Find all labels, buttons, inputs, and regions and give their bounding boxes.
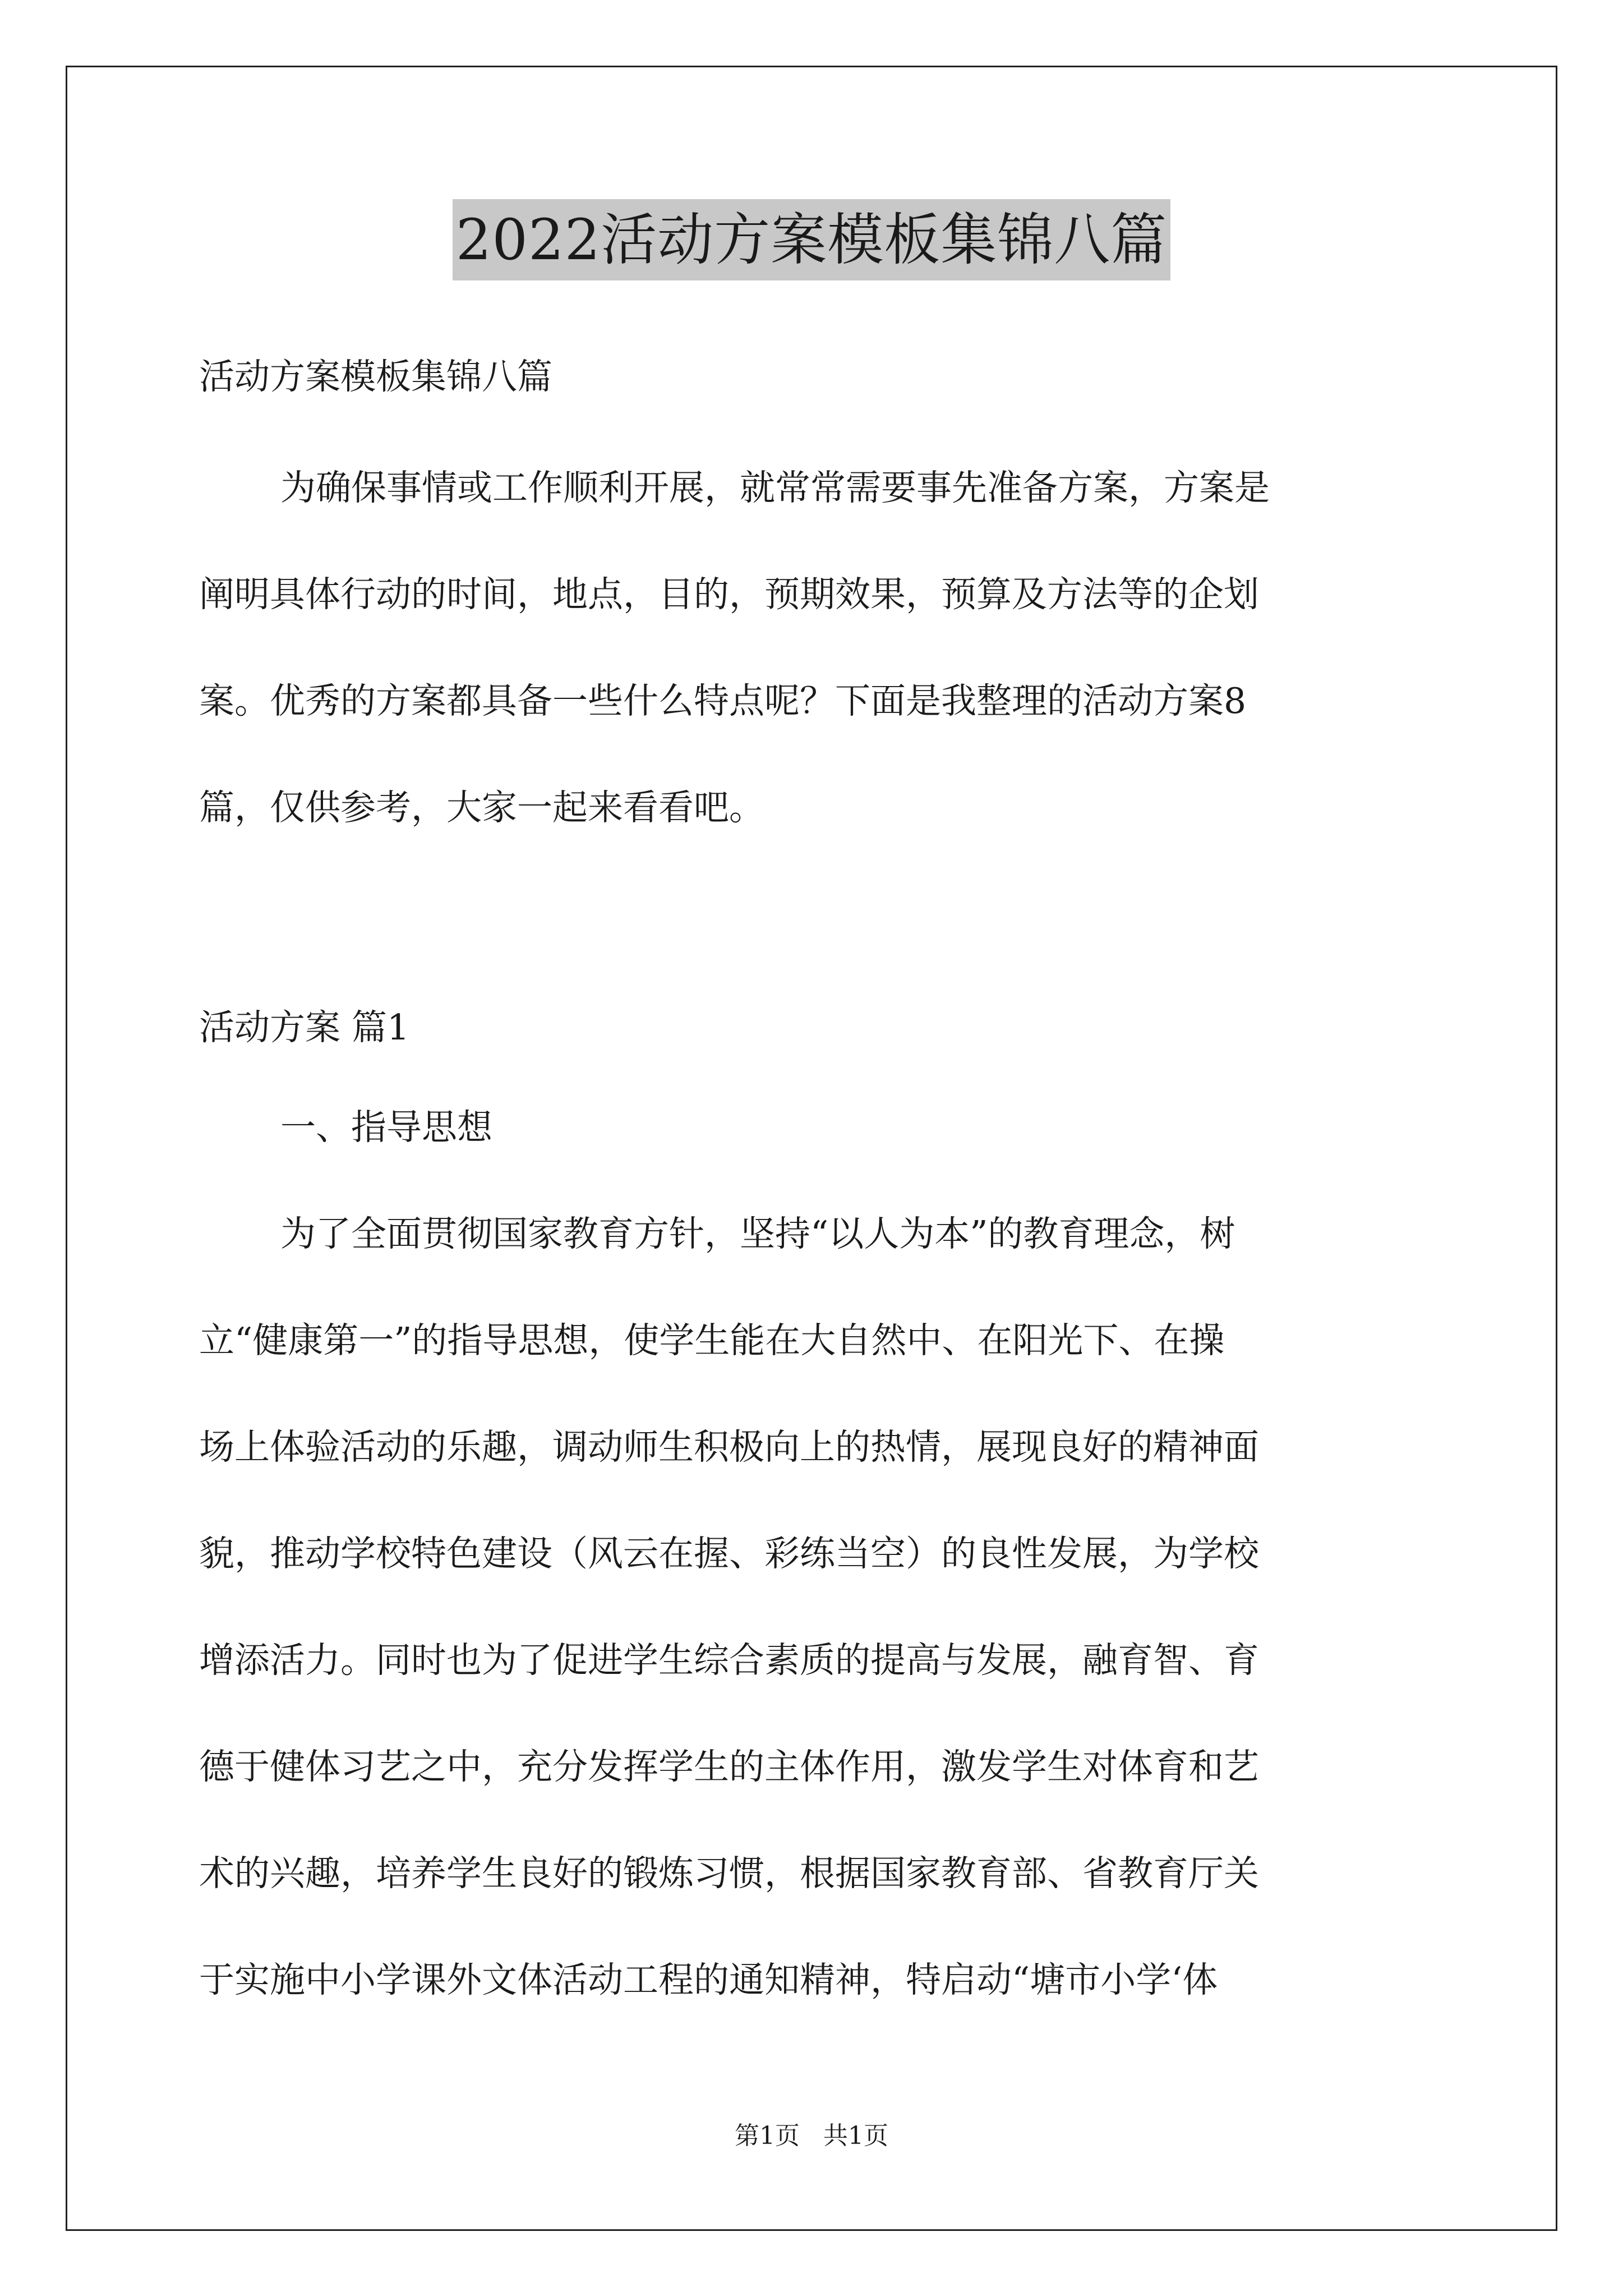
body-line: 术的兴趣，培养学生良好的锻炼习惯，根据国家教育部、省教育厅关: [199, 1853, 1259, 1894]
body-line: 立“健康第一”的指导思想，使学生能在大自然中、在阳光下、在操: [199, 1320, 1225, 1361]
intro-line: 篇，仅供参考，大家一起来看看吧。: [199, 787, 764, 828]
section-heading: 活动方案 篇1: [199, 1007, 410, 1048]
intro-line: 为确保事情或工作顺利开展，就常常需要事先准备方案，方案是: [280, 467, 1270, 508]
title-container: [0, 199, 1623, 280]
document-subtitle: 活动方案模板集锦八篇: [199, 356, 552, 397]
body-line: 貌，推动学校特色建设（风云在握、彩练当空）的良性发展，为学校: [199, 1533, 1259, 1574]
body-line: 场上体验活动的乐趣，调动师生积极向上的热情，展现良好的精神面: [199, 1427, 1259, 1467]
body-line: 于实施中小学课外文体活动工程的通知精神，特启动“塘市小学‘体: [199, 1959, 1218, 2000]
body-line: 增添活力。同时也为了促进学生综合素质的提高与发展，融育智、育: [199, 1640, 1259, 1681]
document-title: 2022活动方案模板集锦八篇: [453, 199, 1171, 280]
intro-line: 案。优秀的方案都具备一些什么特点呢？下面是我整理的活动方案8: [199, 680, 1247, 721]
subheading: 一、指导思想: [280, 1107, 492, 1148]
body-line: 为了全面贯彻国家教育方针，坚持“以人为本”的教育理念，树: [280, 1213, 1235, 1254]
intro-line: 阐明具体行动的时间，地点，目的，预期效果，预算及方法等的企划: [199, 574, 1259, 615]
body-line: 德于健体习艺之中，充分发挥学生的主体作用，激发学生对体育和艺: [199, 1746, 1259, 1787]
page-number-footer: 第1页 共1页: [735, 2122, 888, 2150]
